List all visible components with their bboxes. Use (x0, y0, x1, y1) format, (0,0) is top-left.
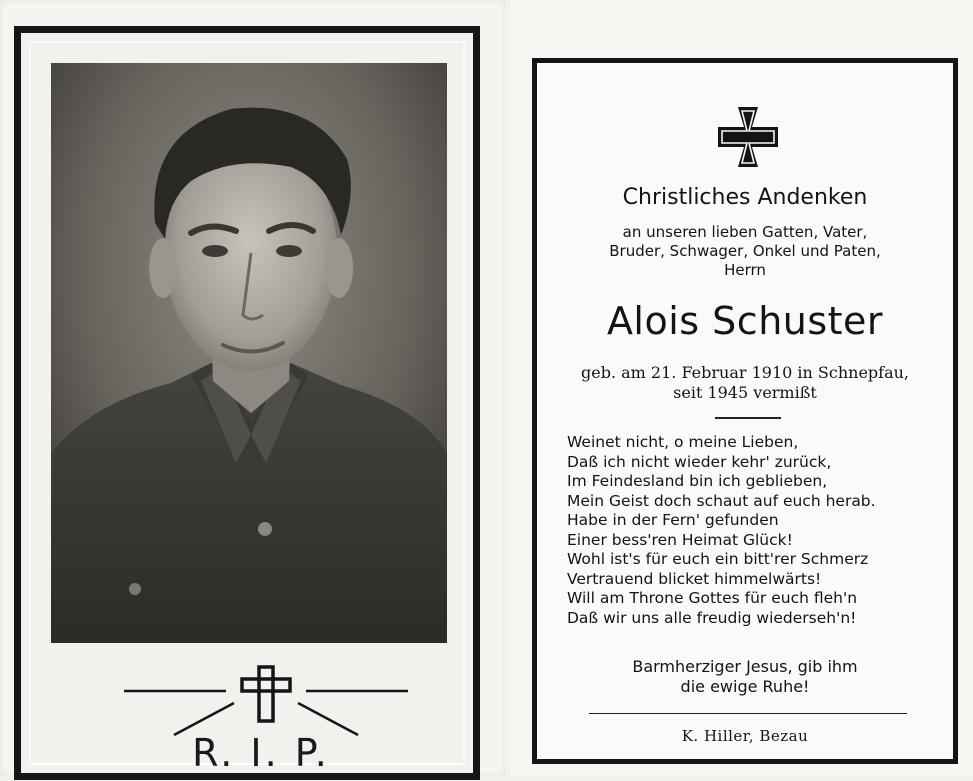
poem-line: Einer bess'ren Heimat Glück! (567, 530, 793, 549)
poem-line: Mein Geist doch schaut auf euch herab. (567, 491, 876, 510)
prayer (537, 657, 953, 697)
birth-line: seit 1945 vermißt (673, 383, 817, 402)
poem-line: Daß wir uns alle freudig wiederseh'n! (567, 608, 857, 627)
prayer-line: Barmherziger Jesus, gib ihm (632, 657, 858, 676)
dedication-line: Bruder, Schwager, Onkel und Paten, (609, 242, 881, 260)
iron-cross-icon (716, 105, 780, 169)
poem-line: Im Feindesland bin ich geblieben, (567, 472, 828, 490)
poem-line: Weinet nicht, o meine Lieben, (567, 433, 799, 451)
cross-icon (242, 667, 290, 721)
portrait-photo (51, 63, 447, 643)
deceased-name: Alois Schuster (606, 299, 884, 343)
prayer-line: die ewige Ruhe! (680, 677, 810, 696)
dedication-line: an unseren lieben Gatten, Vater, (622, 223, 868, 241)
black-border-frame (532, 58, 958, 764)
poem-line: Habe in der Fern' gefunden (567, 511, 779, 529)
dedication (537, 223, 953, 280)
divider-short (715, 417, 781, 419)
poem-line: Daß ich nicht wieder kehr' zurück, (567, 452, 832, 471)
rip-inscription: R. I. P. (192, 731, 330, 775)
card-heading: Christliches Andenken (622, 185, 868, 210)
poem-line: Wohl ist's für euch ein bitt'rer Schmerz (567, 550, 869, 568)
black-border-frame (14, 26, 480, 780)
memorial-card-back (510, 0, 973, 776)
birth-details (537, 363, 953, 403)
divider-long (589, 713, 907, 714)
birth-line: geb. am 21. Februar 1910 in Schnepfau, (580, 363, 910, 382)
portrait-illustration (51, 63, 447, 643)
poem-line: Vertrauend blicket himmelwärts! (567, 569, 822, 588)
printer-credit: K. Hiller, Bezau (681, 727, 809, 745)
dedication-line: Herrn (724, 261, 766, 279)
poem-line: Will am Throne Gottes für euch fleh'n (567, 589, 858, 607)
poem (567, 433, 876, 628)
